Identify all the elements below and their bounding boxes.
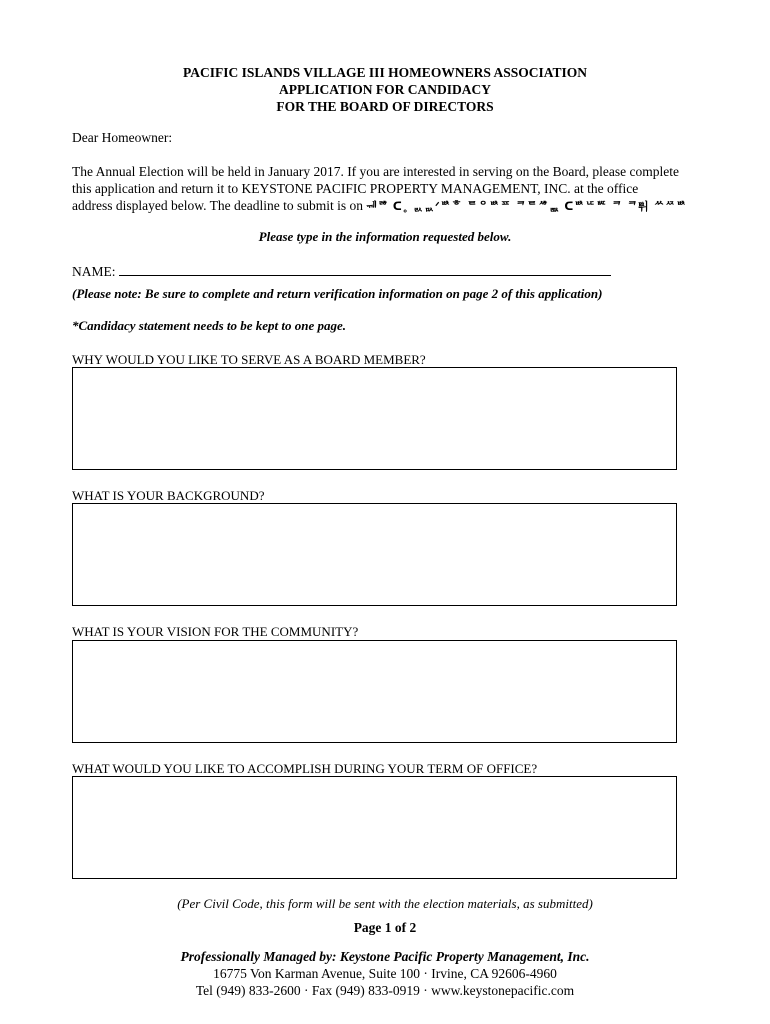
name-label: NAME:	[72, 264, 116, 279]
question-vision-label: WHAT IS YOUR VISION FOR THE COMMUNITY?	[72, 624, 359, 639]
greeting: Dear Homeowner:	[72, 130, 173, 145]
association-name: PACIFIC ISLANDS VILLAGE III HOMEOWNERS ASSOCIATION	[183, 65, 587, 80]
intro-line-1: The Annual Election will be held in January 2017. If you are interested in serving on the Board, please complete	[72, 164, 679, 179]
name-field[interactable]	[119, 262, 611, 276]
managed-by: Professionally Managed by: Keystone Pacific Property Management, Inc.	[180, 949, 590, 964]
answer-box-accomplish[interactable]	[72, 776, 677, 879]
name-row	[72, 262, 611, 280]
intro-line-3	[72, 197, 712, 215]
management-footer	[0, 948, 770, 999]
answer-box-vision[interactable]	[72, 640, 677, 743]
company-address: 16775 Von Karman Avenue, Suite 100 · Irvine, CA 92606-4960	[213, 966, 557, 981]
question-accomplish-label: WHAT WOULD YOU LIKE TO ACCOMPLISH DURING YOUR TERM OF OFFICE?	[72, 761, 538, 776]
verification-note: (Please note: Be sure to complete and return verification information on page 2 of this application)	[72, 286, 603, 301]
company-contact: Tel (949) 833-2600 · Fax (949) 833-0919 · www.keystonepacific.com	[195, 983, 575, 998]
answer-box-serve[interactable]	[72, 367, 677, 470]
page-number: Page 1 of 2	[353, 920, 417, 935]
intro-line-2: this application and return it to KEYSTONE PACIFIC PROPERTY MANAGEMENT, INC. at the office	[72, 181, 639, 196]
intro-line-3-text: address displayed below. The deadline to submit is on	[72, 198, 363, 213]
form-subtitle: FOR THE BOARD OF DIRECTORS	[276, 99, 494, 114]
instruction-text: Please type in the information requested below.	[258, 229, 512, 244]
document-header	[0, 64, 770, 115]
form-title: APPLICATION FOR CANDIDACY	[279, 82, 491, 97]
question-background-label: WHAT IS YOUR BACKGROUND?	[72, 488, 265, 503]
question-serve-label: WHY WOULD YOU LIKE TO SERVE AS A BOARD MEMBER?	[72, 352, 426, 367]
answer-box-background[interactable]	[72, 503, 677, 606]
civil-code-note: (Per Civil Code, this form will be sent with the election materials, as submitted)	[177, 896, 593, 911]
statement-note: *Candidacy statement needs to be kept to one page.	[72, 318, 347, 333]
garbled-deadline-text: ᅰᄚ ᑕ˳ ᆳᇝᐟᄨᄒ ᄐᄋᄨᄑ ᄏᄐᄻᇒ ᑕᄨᄕᄣ ᄏ ᄏᄨᅱ ᄊᄶᄨ	[366, 200, 687, 213]
intro-paragraph	[72, 163, 712, 215]
